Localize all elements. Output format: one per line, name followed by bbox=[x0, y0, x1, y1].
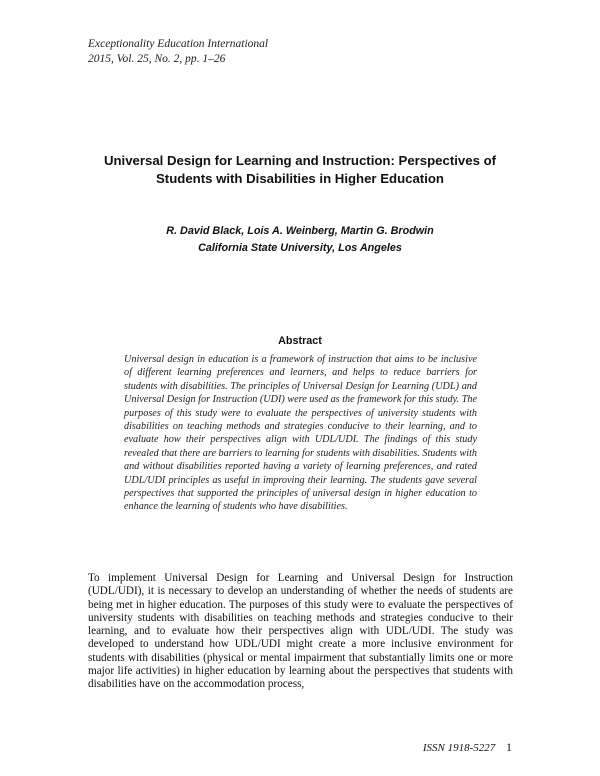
author-block bbox=[60, 223, 540, 257]
article-title bbox=[60, 152, 540, 188]
journal-issue: 2015, Vol. 25, No. 2, pp. 1–26 bbox=[88, 53, 226, 65]
page-footer bbox=[423, 740, 512, 755]
author-affiliation: California State University, Los Angeles bbox=[198, 242, 402, 254]
author-names: R. David Black, Lois A. Weinberg, Martin G. Brodwin bbox=[166, 225, 434, 237]
title-line-2: Students with Disabilities in Higher Education bbox=[156, 171, 444, 186]
title-line-1: Universal Design for Learning and Instruction: Perspectives of bbox=[103, 153, 497, 168]
journal-name: Exceptionality Education International bbox=[88, 38, 269, 50]
journal-header bbox=[88, 37, 268, 67]
abstract-heading: Abstract bbox=[278, 335, 322, 347]
abstract-text: Universal design in education is a framework of instruction that aims to be inclusive of different learning preferences and learners, and helps to reduce barriers for students with disabilities. The principles of Universal Design for Learning (UDL) and Universal Design for Instruction (UDI) were used as the framework for this study. The purposes of this study were to evaluate the perspectives of university students with disabilities on teaching methods and strategies conducive to their learning, and to evaluate how their perspectives align with UDL/UDI. The findings of this study revealed that there are barriers to learning for students with disabilities. Students with and without disabilities reported having a variety of learning preferences, and rated UDL/UDI principles as useful in improving their learning. The students gave several perspectives that supported the principles of universal design in higher education to enhance the learning of students who have disabilities. bbox=[124, 354, 477, 513]
issn-number: ISSN 1918-5227 bbox=[422, 742, 496, 754]
body-paragraph: To implement Universal Design for Learning and Universal Design for Instruction (UDL/UDI), it is necessary to develop an understanding of whether the needs of students are being met in higher education. The purposes of this study were to evaluate the perspectives of university students with disabilities on teaching methods and strategies conducive to their learning, and to evaluate how their perspectives align with UDL/UDI. The study was developed to understand how UDL/UDI might create a more inclusive environment for students with disabilities (physical or mental impairment that substantially limits one or more major life activities) in higher education by learning about the perspectives that students with disabilities have on the accommodation process, bbox=[88, 572, 513, 691]
page-number: 1 bbox=[506, 740, 512, 754]
